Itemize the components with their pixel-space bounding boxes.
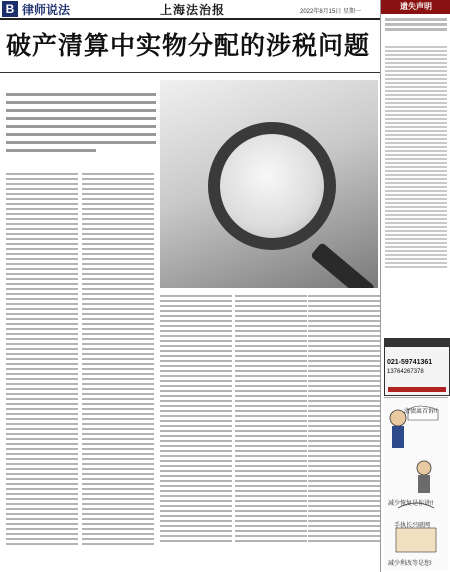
section-title: 律师说法 (22, 3, 71, 17)
issue-date: 2022年8月15日 星期一 (300, 9, 362, 15)
text-column-1 (6, 170, 78, 568)
article-photo (160, 80, 378, 288)
paper-name: 上海法治报 (160, 3, 226, 17)
ad-phone: 021-59741361 (387, 359, 433, 366)
headline-rule (0, 72, 380, 73)
right-sidebar (380, 0, 450, 572)
cartoon-caption-3: 手执长兴联网 (394, 523, 431, 529)
logo-badge-icon: B (2, 1, 18, 17)
article-intro (6, 88, 156, 168)
cartoon-caption-2: 减少恢复是你讲!! (388, 501, 434, 507)
text-column-4 (235, 292, 307, 568)
text-column-5 (308, 292, 380, 568)
cartoon-illustration (384, 398, 448, 570)
ad-phone-mobile: 13764267378 (387, 369, 424, 375)
notice-body (385, 16, 447, 38)
text-column-2 (82, 170, 154, 568)
advertisement-box (384, 338, 450, 396)
cartoon-caption-4: 减少利改等是您! (388, 561, 432, 567)
cartoon-caption-1: 清债离首诉!! (404, 409, 438, 415)
notice-list (385, 44, 447, 270)
magnifying-glass-icon (208, 122, 336, 250)
cartoon-panel (384, 397, 448, 570)
text-column-3 (160, 292, 232, 568)
notice-title: 遗失声明 (381, 0, 450, 14)
article-headline: 破产清算中实物分配的涉税问题 (6, 31, 371, 60)
